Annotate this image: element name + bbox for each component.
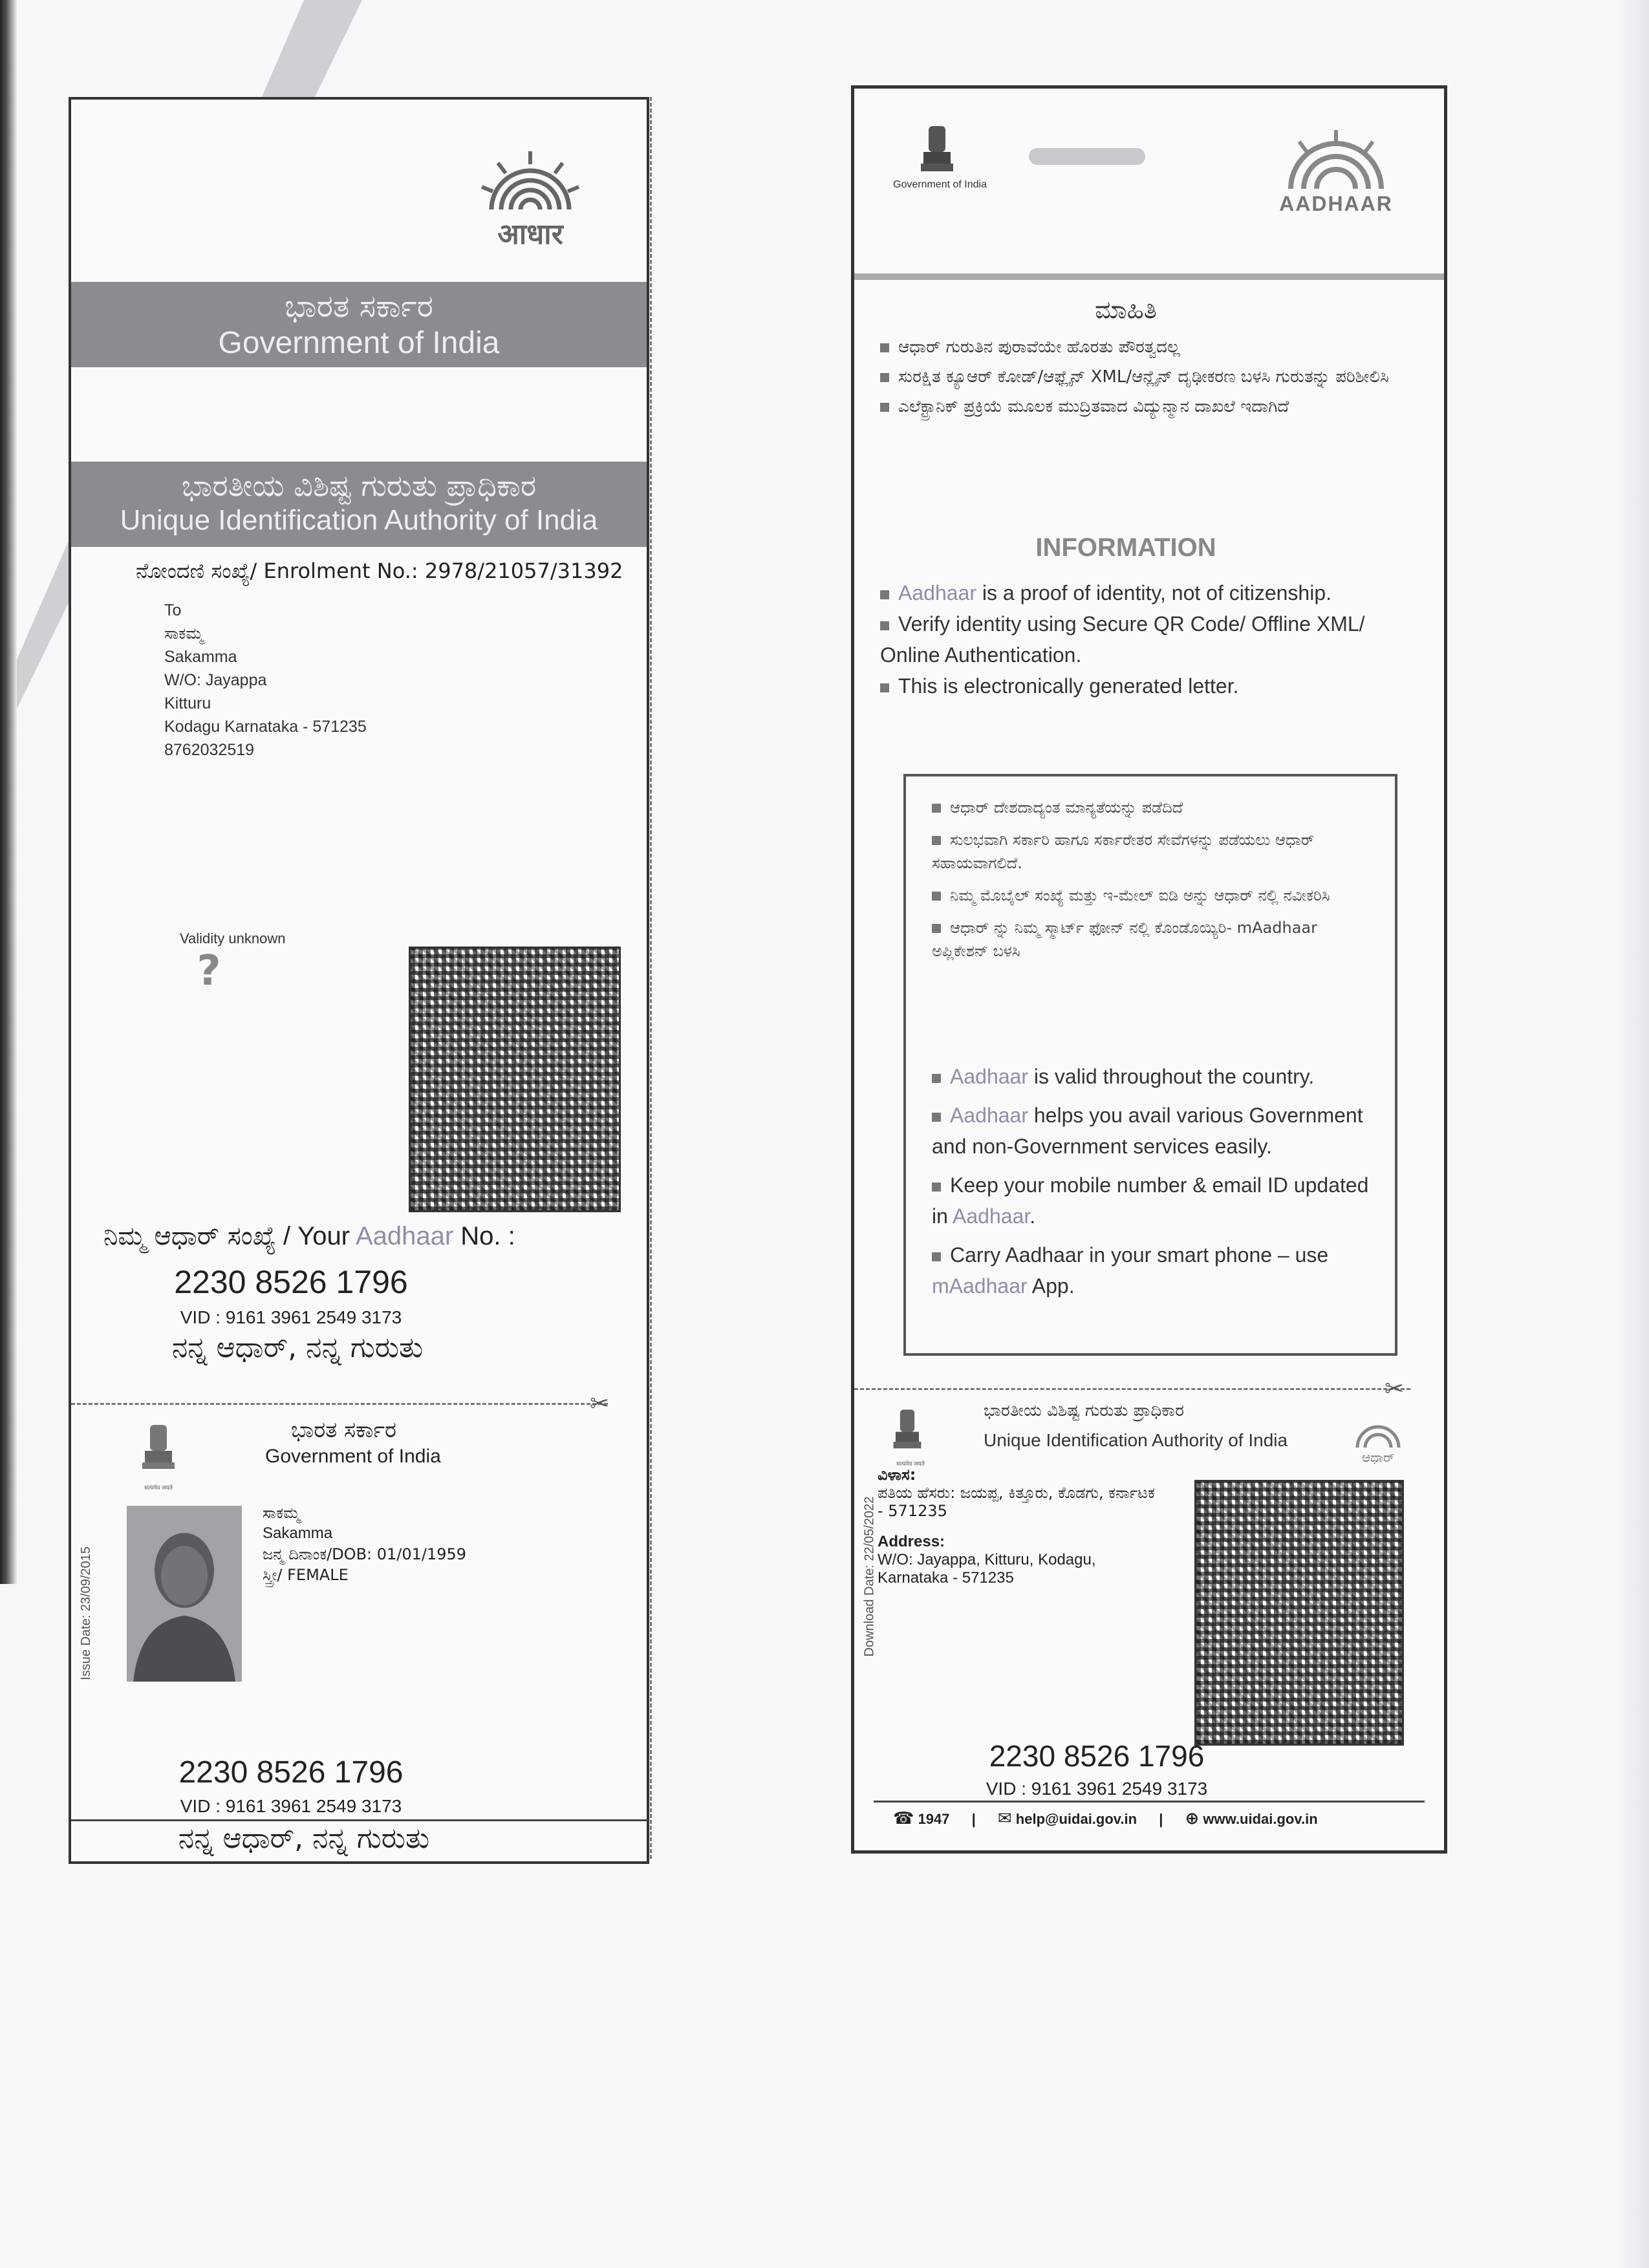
right-page-edge xyxy=(1617,0,1649,2268)
bullet-icon xyxy=(932,836,941,845)
card-footer xyxy=(893,1808,1410,1828)
validity-text: Validity unknown xyxy=(180,930,286,947)
info-kannada-item: ಸುರಕ್ಷಿತ ಕ್ಯೂಆರ್ ಕೋಡ್/ಆಫ್ಲೈನ್ XML/ಆನ್ಲೈನ್ ದೃಢೀಕರಣ ಬಳಸಿ ಗುರುತನ್ನು ಪರಿಶೀಲಿಸಿ xyxy=(898,367,1389,387)
info-item: This is electronically generated letter. xyxy=(898,674,1239,698)
emblem-caption: सत्यमेव जयते xyxy=(896,1460,925,1467)
bullet-icon xyxy=(932,1074,941,1083)
list-item xyxy=(932,796,1378,819)
card-uidai-kannada: ಭಾರತೀಯ ವಿಶಿಷ್ಟ ಗುರುತು ಪ್ರಾಧಿಕಾರ xyxy=(984,1401,1184,1420)
list-item xyxy=(880,394,1410,420)
list-item xyxy=(932,828,1378,875)
emblem-icon xyxy=(888,1401,933,1472)
box-kannada-item: ಆಧಾರ್ ನ್ನು ನಿಮ್ಮ ಸ್ಮಾರ್ಟ್ ಫೋನ್ ನಲ್ಲಿ ಕೊಂಡೊಯ್ಯಿರಿ- mAadhaar ಅಪ್ಲಿಕೇಶನ್ ಬಳಸಿ xyxy=(932,919,1317,960)
qr-code xyxy=(409,947,621,1212)
holder-dob: ಜನ್ಮ ದಿನಾಂಕ/DOB: 01/01/1959 xyxy=(263,1545,467,1563)
list-item xyxy=(880,364,1410,390)
bullet-icon xyxy=(880,343,889,352)
address-kannada: ಪತಿಯ ಹೆಸರು: ಜಯಪ್ಪ, ಕಿತ್ತೂರು, ಕೊಡಗು, ಕರ್ನಾಟಕ - 571235 xyxy=(878,1484,1155,1520)
information-list xyxy=(880,577,1423,701)
address-kannada-title: ವಿಳಾಸ: xyxy=(878,1466,916,1484)
address-line: ಸಾಕಮ್ಮ xyxy=(164,624,204,643)
website: www.uidai.gov.in xyxy=(1203,1811,1318,1827)
card-uidai-english: Unique Identification Authority of India xyxy=(984,1430,1288,1450)
holder-gender: ಸ್ತ್ರೀ/ FEMALE xyxy=(263,1566,349,1584)
aadhaar-number-label xyxy=(103,1221,515,1251)
emblem-icon xyxy=(893,121,987,198)
box-kannada-list xyxy=(932,796,1378,963)
info-item: is a proof of identity, not of citizenship. xyxy=(976,581,1332,604)
person-photo-icon xyxy=(127,1506,242,1682)
label-english-end: No. : xyxy=(453,1222,515,1250)
uidai-kannada: ಭಾರತೀಯ ವಿಶಿಷ್ಟ ಗುರುತು ಪ್ರಾಧಿಕಾರ xyxy=(181,468,537,503)
list-item xyxy=(932,1170,1378,1232)
aadhaar-logo xyxy=(1268,127,1404,218)
digital-signature xyxy=(180,930,303,1001)
list-item xyxy=(932,884,1378,907)
bullet-icon xyxy=(932,924,941,933)
address-line: To xyxy=(164,601,182,619)
list-item xyxy=(880,670,1423,701)
qr-code xyxy=(1194,1480,1404,1746)
address-line: Sakamma xyxy=(164,648,237,666)
left-aadhaar-letter xyxy=(69,97,649,1864)
label-accent: Aadhaar xyxy=(355,1222,454,1250)
scissors-icon: ✂ xyxy=(1385,1375,1405,1402)
globe-icon: ⊕ xyxy=(1185,1808,1200,1828)
accent-word: mAadhaar xyxy=(932,1274,1028,1298)
bullet-icon xyxy=(932,1252,941,1261)
bullet-icon xyxy=(880,683,889,692)
information-title: INFORMATION xyxy=(1035,533,1216,562)
cut-line xyxy=(854,1388,1410,1390)
address-line: 8762032519 xyxy=(164,741,255,759)
list-item xyxy=(932,1100,1378,1162)
box-kannada-item: ಸುಲಭವಾಗಿ ಸರ್ಕಾರಿ ಹಾಗೂ ಸರ್ಕಾರೇತರ ಸೇವೆಗಳನ್ನು ಪಡೆಯಲು ಆಧಾರ್ ಸಹಾಯವಾಗಲಿದೆ. xyxy=(932,831,1315,872)
emblem-caption: सत्यमेव जयते xyxy=(144,1484,173,1491)
card-bottom-rule xyxy=(71,1819,647,1821)
helpline-number: 1947 xyxy=(918,1811,950,1827)
government-kannada: ಭಾರತ ಸರ್ಕಾರ xyxy=(284,288,434,325)
svg-text:?: ? xyxy=(197,947,221,992)
emblem-caption: Government of India xyxy=(893,179,987,190)
box-english-item-end: App. xyxy=(1027,1274,1075,1298)
vertical-cut-line xyxy=(650,97,652,1859)
cut-line xyxy=(71,1403,608,1405)
bullet-icon xyxy=(880,590,889,599)
header-rule xyxy=(854,273,1444,280)
bullet-icon xyxy=(932,892,941,901)
tagline: ನನ್ನ ಆಧಾರ್, ನನ್ನ ಗುರುತು xyxy=(171,1331,424,1364)
bullet-icon xyxy=(880,621,889,630)
box-english-item: helps you avail various Government and non-Government services easily. xyxy=(932,1104,1363,1158)
address-line: Kodagu Karnataka - 571235 xyxy=(164,718,367,736)
address-english-line: Karnataka - 571235 xyxy=(878,1569,1014,1587)
box-kannada-item: ನಿಮ್ಮ ಮೊಬೈಲ್ ಸಂಖ್ಯೆ ಮತ್ತು ಇ-ಮೇಲ್ ಐಡಿ ಅನ್ನು ಆಧಾರ್ ನಲ್ಲಿ ನವೀಕರಿಸಿ xyxy=(950,886,1330,904)
card-aadhaar-number: 2230 8526 1796 xyxy=(989,1739,1205,1773)
bullet-icon xyxy=(932,804,941,813)
mail-icon: ✉ xyxy=(997,1808,1012,1828)
card-government-kannada: ಭಾರತ ಸರ್ಕಾರ xyxy=(291,1417,396,1443)
card-vid-number: VID : 9161 3961 2549 3173 xyxy=(986,1779,1208,1799)
download-date: Download Date: 22/05/2022 xyxy=(862,1496,877,1657)
holder-photo xyxy=(127,1506,242,1682)
card-government-english: Government of India xyxy=(265,1446,441,1467)
address-line: W/O: Jayappa xyxy=(164,671,267,689)
card-footer-rule xyxy=(874,1801,1425,1803)
info-kannada-item: ಆಧಾರ್ ಗುರುತಿನ ಪುರಾವೆಯೇ ಹೊರತು ಪೌರತ್ವದಲ್ಲ xyxy=(898,337,1180,357)
box-english-item-end: . xyxy=(1029,1204,1036,1228)
logo-text: आधार xyxy=(497,218,563,251)
info-box xyxy=(903,774,1397,1356)
card-address xyxy=(878,1466,1181,1587)
card-tagline: ನನ್ನ ಆಧಾರ್, ನನ್ನ ಗುರುತು xyxy=(178,1822,430,1855)
right-aadhaar-letter xyxy=(851,85,1447,1854)
info-kannada-item: ಎಲೆಕ್ಟ್ರಾನಿಕ್ ಪ್ರಕ್ರಿಯೆ ಮೂಲಕ ಮುದ್ರಿತವಾದ ವಿದ್ಯುನ್ಮಾನ ದಾಖಲೆ ಇದಾಗಿದೆ xyxy=(898,397,1289,416)
info-kannada-list xyxy=(880,334,1410,420)
address-english-title: Address: xyxy=(878,1533,945,1550)
card-aadhaar-logo xyxy=(1346,1414,1410,1472)
enrolment-number: ನೋಂದಣಿ ಸಂಖ್ಯೆ/ Enrolment No.: 2978/21057/31392 xyxy=(136,559,623,583)
aadhaar-number: 2230 8526 1796 xyxy=(174,1264,408,1300)
list-item xyxy=(932,1061,1378,1092)
fingerprint-sun-icon xyxy=(472,145,588,216)
list-item xyxy=(932,916,1378,963)
accent-word: Aadhaar xyxy=(898,581,976,604)
redaction-smudge xyxy=(1029,148,1145,165)
info-kannada-title: ಮಾಹಿತಿ xyxy=(1095,295,1157,324)
emblem-icon xyxy=(136,1418,181,1491)
label-english: / Your xyxy=(275,1222,356,1250)
holder-name-kannada: ಸಾಕಮ್ಮ xyxy=(263,1504,301,1522)
issue-date: Issue Date: 23/09/2015 xyxy=(78,1546,93,1680)
uidai-band xyxy=(71,462,647,547)
footer-divider: | xyxy=(971,1811,976,1827)
uidai-english: Unique Identification Authority of India xyxy=(120,504,598,536)
address-english-line: W/O: Jayappa, Kitturu, Kodagu, xyxy=(878,1551,1096,1568)
address-line: Kitturu xyxy=(164,694,211,712)
box-english-item: Carry Aadhaar in your smart phone – use xyxy=(950,1243,1329,1267)
bullet-icon xyxy=(880,373,889,382)
fingerprint-sun-icon xyxy=(1268,127,1404,192)
logo-text: AADHAAR xyxy=(1279,192,1393,215)
box-english-item: is valid throughout the country. xyxy=(1028,1065,1315,1088)
card-holder-details xyxy=(263,1503,466,1585)
card-aadhaar-number: 2230 8526 1796 xyxy=(178,1755,404,1790)
list-item xyxy=(880,608,1423,670)
box-kannada-item: ಆಧಾರ್ ದೇಶದಾದ್ಯಂತ ಮಾನ್ಯತೆಯನ್ನು ಪಡೆದಿದೆ xyxy=(950,798,1183,817)
label-kannada: ನಿಮ್ಮ ಆಧಾರ್ ಸಂಖ್ಯೆ xyxy=(103,1221,276,1251)
fold-shadow-left-edge xyxy=(0,0,17,1584)
government-english: Government of India xyxy=(218,326,500,360)
scissors-icon: ✂ xyxy=(590,1390,610,1417)
list-item xyxy=(932,1239,1378,1301)
bullet-icon xyxy=(932,1182,941,1192)
footer-divider: | xyxy=(1159,1811,1163,1827)
phone-icon: ☎ xyxy=(893,1808,914,1828)
question-mark-icon xyxy=(180,947,238,992)
holder-name: Sakamma xyxy=(263,1524,333,1542)
list-item xyxy=(880,334,1410,360)
accent-word: Aadhaar xyxy=(953,1204,1030,1228)
bullet-icon xyxy=(880,403,889,412)
box-english-item: Keep your mobile number & email ID updated in xyxy=(932,1173,1369,1228)
recipient-address xyxy=(164,599,367,762)
accent-word: Aadhaar xyxy=(950,1104,1028,1127)
info-item: Verify identity using Secure QR Code/ Offline XML/ Online Authentication. xyxy=(880,612,1365,667)
accent-word: Aadhaar xyxy=(950,1065,1028,1088)
logo-text: ಆಧಾರ್ xyxy=(1361,1450,1395,1465)
government-band xyxy=(71,282,647,367)
card-vid-number: VID : 9161 3961 2549 3173 xyxy=(180,1796,402,1816)
fingerprint-sun-icon xyxy=(1346,1414,1410,1450)
help-email: help@uidai.gov.in xyxy=(1015,1811,1137,1827)
box-english-list xyxy=(932,1061,1378,1301)
vid-number: VID : 9161 3961 2549 3173 xyxy=(180,1307,402,1327)
aadhaar-logo xyxy=(472,145,588,251)
list-item xyxy=(880,577,1423,608)
bullet-icon xyxy=(932,1113,941,1122)
